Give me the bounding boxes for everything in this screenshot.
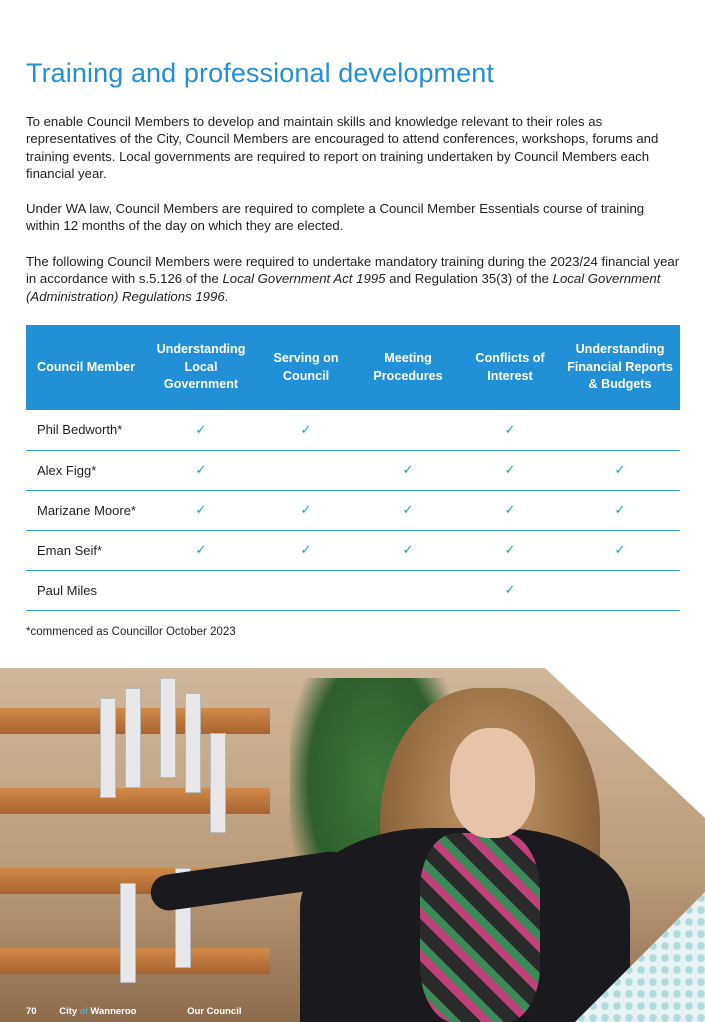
photo-corner-cut [545, 668, 705, 818]
table-row [26, 450, 680, 490]
training-table [26, 325, 680, 611]
mandatory-training-paragraph [26, 253, 681, 305]
act-name: Local Government Act 1995 [222, 271, 386, 287]
org-name-last: Wanneroo [90, 1006, 137, 1017]
brochure [100, 698, 116, 798]
check-icon: ✓ [504, 462, 516, 477]
org-name-middle: of [79, 1006, 88, 1017]
regulations-name: Local Government (Administration) Regulations 1996 [26, 271, 661, 304]
council-member-name: Alex Figg* [26, 450, 146, 490]
org-name-first: City [59, 1006, 78, 1017]
training-cell [146, 450, 256, 490]
check-icon: ✓ [504, 502, 516, 517]
table-body [26, 410, 680, 610]
scarf [420, 833, 540, 1022]
council-member-name: Phil Bedworth* [26, 410, 146, 450]
training-cell [460, 490, 560, 530]
training-cell [356, 570, 460, 610]
training-cell [560, 450, 680, 490]
training-cell [460, 530, 560, 570]
training-cell [256, 570, 356, 610]
brochure [210, 733, 226, 833]
check-icon: ✓ [402, 462, 414, 477]
brochure [125, 688, 141, 788]
table-row [26, 530, 680, 570]
page-title: Training and professional development [26, 58, 494, 88]
check-icon: ✓ [504, 421, 516, 437]
council-member-name: Marizane Moore* [26, 490, 146, 530]
check-icon: ✓ [614, 462, 626, 477]
woman-face [450, 728, 535, 838]
training-cell [560, 490, 680, 530]
column-header: Council Member [26, 325, 146, 410]
training-cell [256, 490, 356, 530]
brochure [160, 678, 176, 778]
check-icon: ✓ [300, 502, 312, 517]
check-icon: ✓ [614, 542, 626, 557]
check-icon: ✓ [195, 462, 207, 477]
paragraph-text: . [224, 288, 229, 304]
brochure [185, 693, 201, 793]
training-cell [146, 570, 256, 610]
column-header: Understanding Financial Reports & Budgets [560, 325, 680, 410]
column-header: Understanding Local Government [146, 325, 256, 410]
wa-law-paragraph: Under WA law, Council Members are required to complete a Council Member Essentials course of training within 12 months of the day on which they are elected. [26, 201, 645, 234]
hero-photo [0, 668, 705, 1022]
training-cell [146, 410, 256, 450]
check-icon: ✓ [504, 582, 516, 597]
training-cell [560, 570, 680, 610]
training-cell [560, 530, 680, 570]
page-footer [26, 1006, 242, 1017]
training-cell [256, 530, 356, 570]
check-icon: ✓ [300, 421, 312, 437]
paragraph-text: and Regulation 35(3) of the [385, 271, 553, 287]
training-cell [560, 410, 680, 450]
training-cell [460, 570, 560, 610]
training-cell [356, 490, 460, 530]
training-cell [256, 410, 356, 450]
council-member-name: Paul Miles [26, 570, 146, 610]
page-number: 70 [26, 1006, 37, 1017]
table-row [26, 410, 680, 450]
training-cell [146, 530, 256, 570]
check-icon: ✓ [402, 502, 414, 517]
intro-paragraph: To enable Council Members to develop and maintain skills and knowledge relevant to their roles as representatives of the City, Council Members are encouraged to attend conferences, workshops, forums and training events. Local governments are required to report on training undertaken by Council Members each financial year. [26, 114, 659, 182]
table-row [26, 490, 680, 530]
training-cell [460, 450, 560, 490]
column-header: Conflicts of Interest [460, 325, 560, 410]
check-icon: ✓ [504, 542, 516, 557]
column-header: Serving on Council [256, 325, 356, 410]
check-icon: ✓ [402, 542, 414, 557]
check-icon: ✓ [195, 502, 207, 517]
check-icon: ✓ [300, 542, 312, 557]
training-cell [356, 410, 460, 450]
training-cell [256, 450, 356, 490]
training-cell [356, 530, 460, 570]
training-cell [146, 490, 256, 530]
table-row [26, 570, 680, 610]
check-icon: ✓ [195, 542, 207, 557]
table-header-row [26, 325, 680, 410]
training-cell [356, 450, 460, 490]
council-member-name: Eman Seif* [26, 530, 146, 570]
shelf [0, 788, 270, 814]
check-icon: ✓ [614, 502, 626, 517]
check-icon: ✓ [195, 421, 207, 437]
section-name: Our Council [187, 1006, 242, 1017]
brochure [120, 883, 136, 983]
column-header: Meeting Procedures [356, 325, 460, 410]
footnote: *commenced as Councillor October 2023 [26, 626, 236, 638]
paragraph-text: The following Council Members were required to undertake mandatory training during the 2023/24 financial year in accordance with s.5.126 of the [26, 254, 680, 287]
training-cell [460, 410, 560, 450]
